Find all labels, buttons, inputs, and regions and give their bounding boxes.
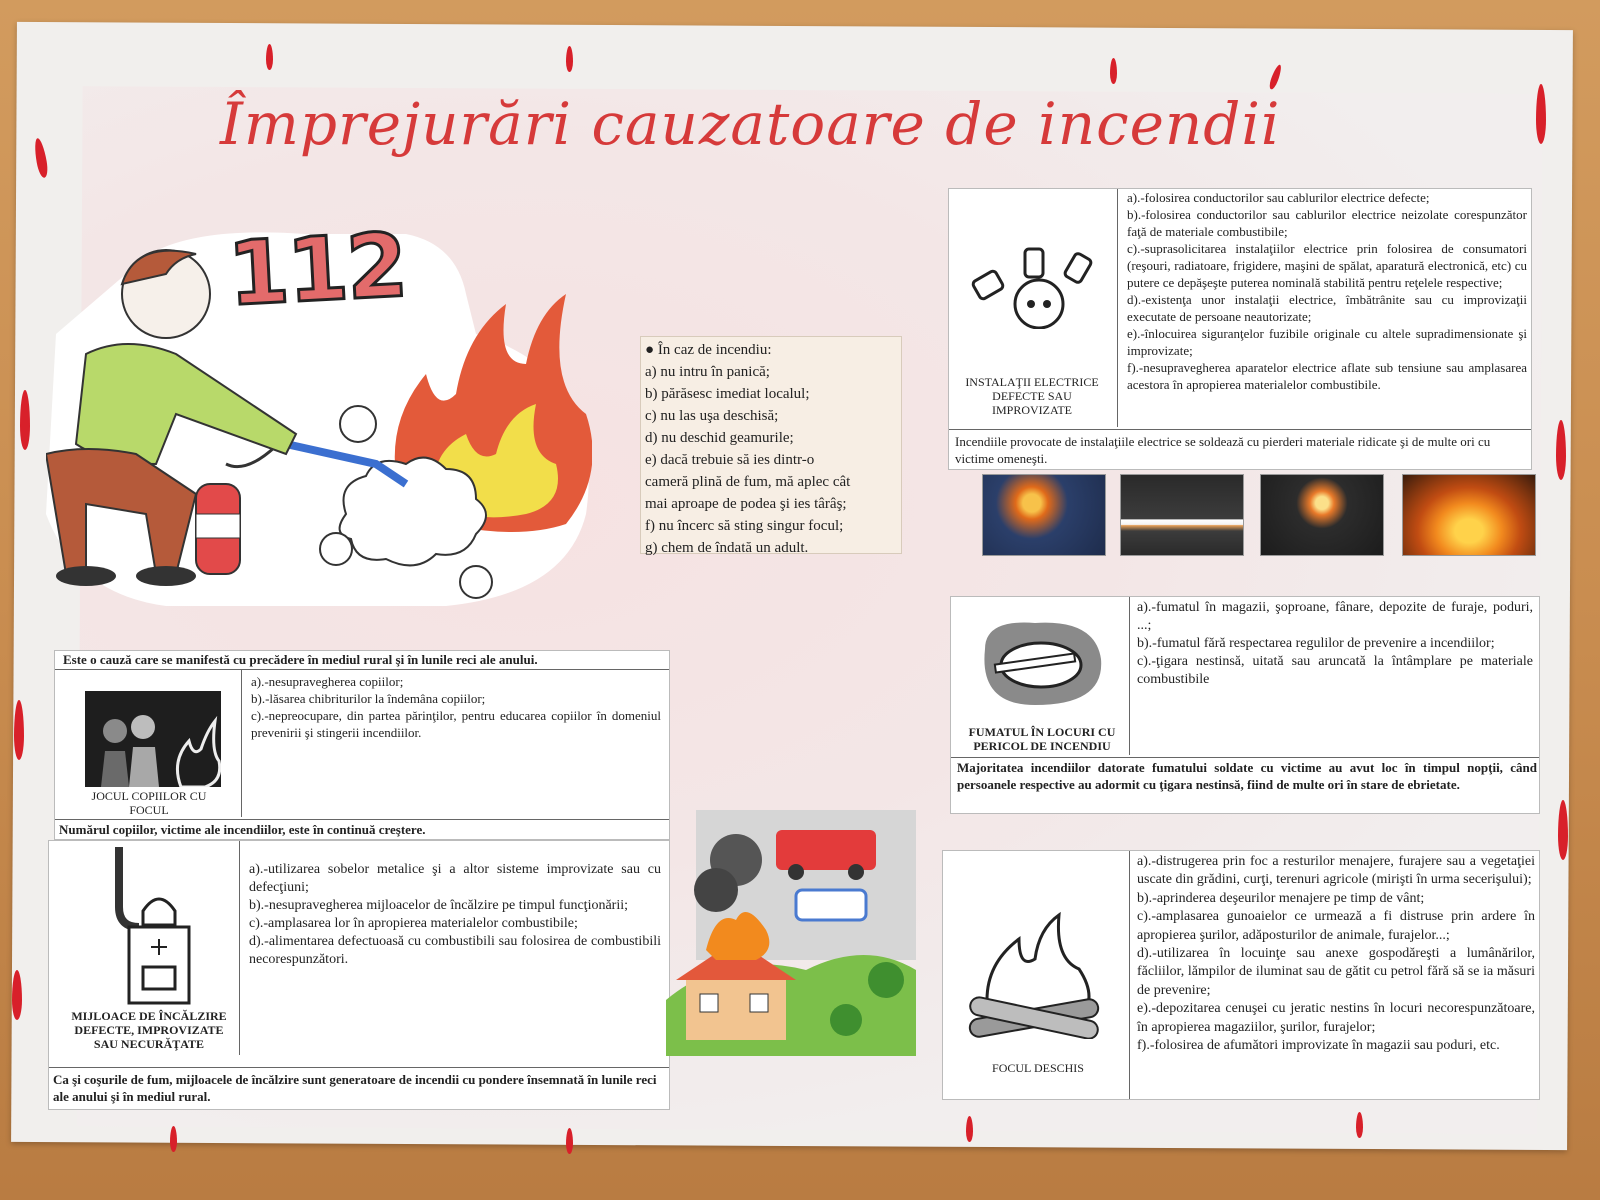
poster-title: Împrejurări cauzatoare de incendii	[220, 90, 1281, 158]
red-border-mark	[566, 1128, 573, 1154]
heating-item: d).-alimentarea defectuoasă cu combustibili sau folosirea de combustibili necorespunzători.	[249, 934, 661, 967]
match-flame-photo	[982, 474, 1106, 556]
divider	[55, 669, 669, 670]
instruction-item: f) nu încerc să sting singur focul;	[645, 518, 844, 534]
instruction-item: g) chem de îndată un adult.	[645, 540, 809, 556]
openfire-section	[942, 850, 1540, 1100]
instruction-item: a) nu intru în panică;	[645, 364, 770, 380]
smoking-list	[1137, 599, 1533, 689]
divider	[239, 841, 240, 1055]
children-item: c).-nepreocupare, din partea părinţilor, pentru educarea copiilor în domeniul prevenirii şi stingerii incendiilor.	[251, 708, 661, 740]
heating-caption: MIJLOACE DE ÎNCĂLZIRE DEFECTE, IMPROVIZATE SAU NECURĂŢATE	[71, 1009, 227, 1051]
divider	[49, 1067, 669, 1068]
instruction-item: b) părăsesc imediat localul;	[645, 386, 810, 402]
red-border-mark	[966, 1116, 973, 1142]
electric-item: b).-folosirea conductorilor sau cablurilor electrice neizolate corespunzător faţă de materiale combustibile;	[1127, 207, 1527, 239]
smoking-caption: FUMATUL ÎN LOCURI CU PERICOL DE INCENDIU	[968, 725, 1116, 753]
smoking-item: a).-fumatul în magazii, şoproane, fânare, depozite de furaje, poduri, ...;	[1137, 600, 1533, 633]
children-fire-image	[85, 691, 221, 787]
children-section	[54, 650, 670, 840]
electric-footer: Incendiile provocate de instalaţiile electrice se soldează cu pierderi materiale ridicate şi de multe ori cu victime omeneşti.	[955, 434, 1491, 466]
openfire-item: d).-utilizarea în locuinţe sau anexe gospodăreşti a lumânărilor, făcliilor, lămpilor de iluminat sau de gătit cu petrol fără să se ia măsuri de prevenire;	[1137, 946, 1535, 998]
fire-truck-scene-icon	[666, 800, 926, 1056]
openfire-item: f).-folosirea de afumători improvizate în magazii sau poduri, etc.	[1137, 1038, 1500, 1054]
heating-section	[48, 840, 670, 1110]
instruction-item: mai aproape de podea şi ies târâş;	[645, 496, 847, 512]
electric-item: c).-suprasolicitarea instalaţiilor electrice prin folosirea de consumatori (reşouri, radiatoare, frigidere, maşini de spălat, aparatură electronică, etc) cu putere ce depăşeşte puterea nominală stabilită pentru reţelele respective;	[1127, 241, 1527, 290]
instruction-item: cameră plină de fum, mă aplec cât	[645, 474, 851, 490]
openfire-item: b).-aprinderea deşeurilor menajere pe timp de vânt;	[1137, 890, 1425, 906]
electric-section	[948, 188, 1532, 470]
openfire-item: e).-depozitarea cenuşei cu jeratic nestins în locuri necorespunzătoare, în apropierea magaziilor, şurilor, furajelor;	[1137, 1001, 1535, 1035]
smoking-item: b).-fumatul fără respectarea regulilor de prevenire a incendiilor;	[1137, 636, 1495, 651]
children-footer: Numărul copiilor, victime ale incendiilor, este în continuă creştere.	[59, 822, 426, 837]
smoking-section	[950, 596, 1540, 814]
divider	[1129, 597, 1130, 755]
lighter-photo	[1260, 474, 1384, 556]
instructions-card	[640, 336, 902, 554]
heating-item: c).-amplasarea lor în apropierea materialelor combustibile;	[249, 916, 578, 931]
electric-item: d).-existenţa unor instalaţii electrice, îmbătrânite sau cu improvizaţii executate de persoane neautorizate;	[1127, 292, 1527, 324]
electric-item: f).-nesupravegherea aparatelor electrice aflate sub tensiune sau amplasarea acestora în apropierea materialelor combustibile.	[1127, 360, 1527, 392]
divider	[1129, 851, 1130, 1099]
heating-item: a).-utilizarea sobelor metalice şi a altor sisteme improvizate sau cu defecţiuni;	[249, 862, 661, 895]
red-border-mark	[566, 46, 573, 72]
divider	[55, 819, 669, 820]
campfire-photo	[1402, 474, 1536, 556]
instruction-item: c) nu las uşa deschisă;	[645, 408, 779, 424]
red-border-mark	[266, 44, 273, 70]
divider	[1117, 189, 1118, 427]
openfire-caption: FOCUL DESCHIS	[992, 1061, 1084, 1075]
ashtray-cigarette-icon	[975, 619, 1105, 709]
openfire-item: c).-amplasarea gunoaielor ce urmează a fi distruse prin ardere în apropierea şurilor, adăposturilor de animale, furajelor...;	[1137, 909, 1535, 943]
electric-plug-icon	[969, 229, 1099, 329]
heating-list	[249, 861, 661, 969]
electric-list	[1127, 189, 1527, 393]
smoking-item: c).-ţigara nestinsă, uitată sau aruncată la întâmplare pe materiale combustibile	[1137, 654, 1533, 687]
instruction-item: d) nu deschid geamurile;	[645, 430, 794, 446]
smoking-footer: Majoritatea incendiilor datorate fumatului soldate cu victime au avut loc în timpul nopţii, când persoanele respective au adormit cu ţigara nestinsă, fiind de multe ori în stare de ebrietate.	[957, 760, 1537, 792]
red-border-mark	[1110, 58, 1117, 84]
children-flame-icon	[85, 691, 221, 787]
emergency-number-112: 112	[225, 213, 409, 326]
children-item: a).-nesupravegherea copiilor;	[251, 674, 404, 689]
heating-footer: Ca şi coşurile de fum, mijloacele de încălzire sunt generatoare de incendii cu pondere însemnată în lunile reci ale anului şi în mediul rural.	[53, 1072, 657, 1104]
stove-icon	[99, 847, 209, 1007]
instruction-item: e) dacă trebuie să ies dintr-o	[645, 452, 815, 468]
burning-house-illustration	[666, 800, 926, 1056]
children-item: b).-lăsarea chibriturilor la îndemâna copiilor;	[251, 691, 486, 706]
electric-item: a).-folosirea conductorilor sau cablurilor electrice defecte;	[1127, 190, 1430, 205]
children-caption: JOCUL COPIILOR CU FOCUL	[91, 789, 207, 817]
bullet-icon: ●	[645, 342, 658, 358]
divider	[241, 669, 242, 817]
instructions-heading: ● În caz de incendiu:	[645, 342, 772, 358]
red-border-mark	[170, 1126, 177, 1152]
electric-item: e).-înlocuirea siguranţelor fuzibile originale cu altele supradimensionate şi improvizate;	[1127, 326, 1527, 358]
children-header: Este o cauză care se manifestă cu precădere în mediul rural şi în lunile reci ale anului.	[63, 652, 538, 667]
campfire-icon	[959, 909, 1109, 1039]
heating-item: b).-nesupravegherea mijloacelor de încălzire pe timpul funcţionării;	[249, 898, 629, 913]
cigarette-photo	[1120, 474, 1244, 556]
openfire-list	[1137, 853, 1535, 1055]
electric-caption: INSTALAŢII ELECTRICE DEFECTE SAU IMPROVIZATE	[965, 375, 1099, 417]
divider	[951, 757, 1539, 758]
divider	[949, 429, 1531, 430]
red-border-mark	[1356, 1112, 1363, 1138]
openfire-item: a).-distrugerea prin foc a resturilor menajere, furajere sau a vegetaţiei uscate din grădini, curţi, terenuri agricole (mirişti în urma secerişului);	[1137, 854, 1535, 888]
children-list	[251, 673, 661, 741]
